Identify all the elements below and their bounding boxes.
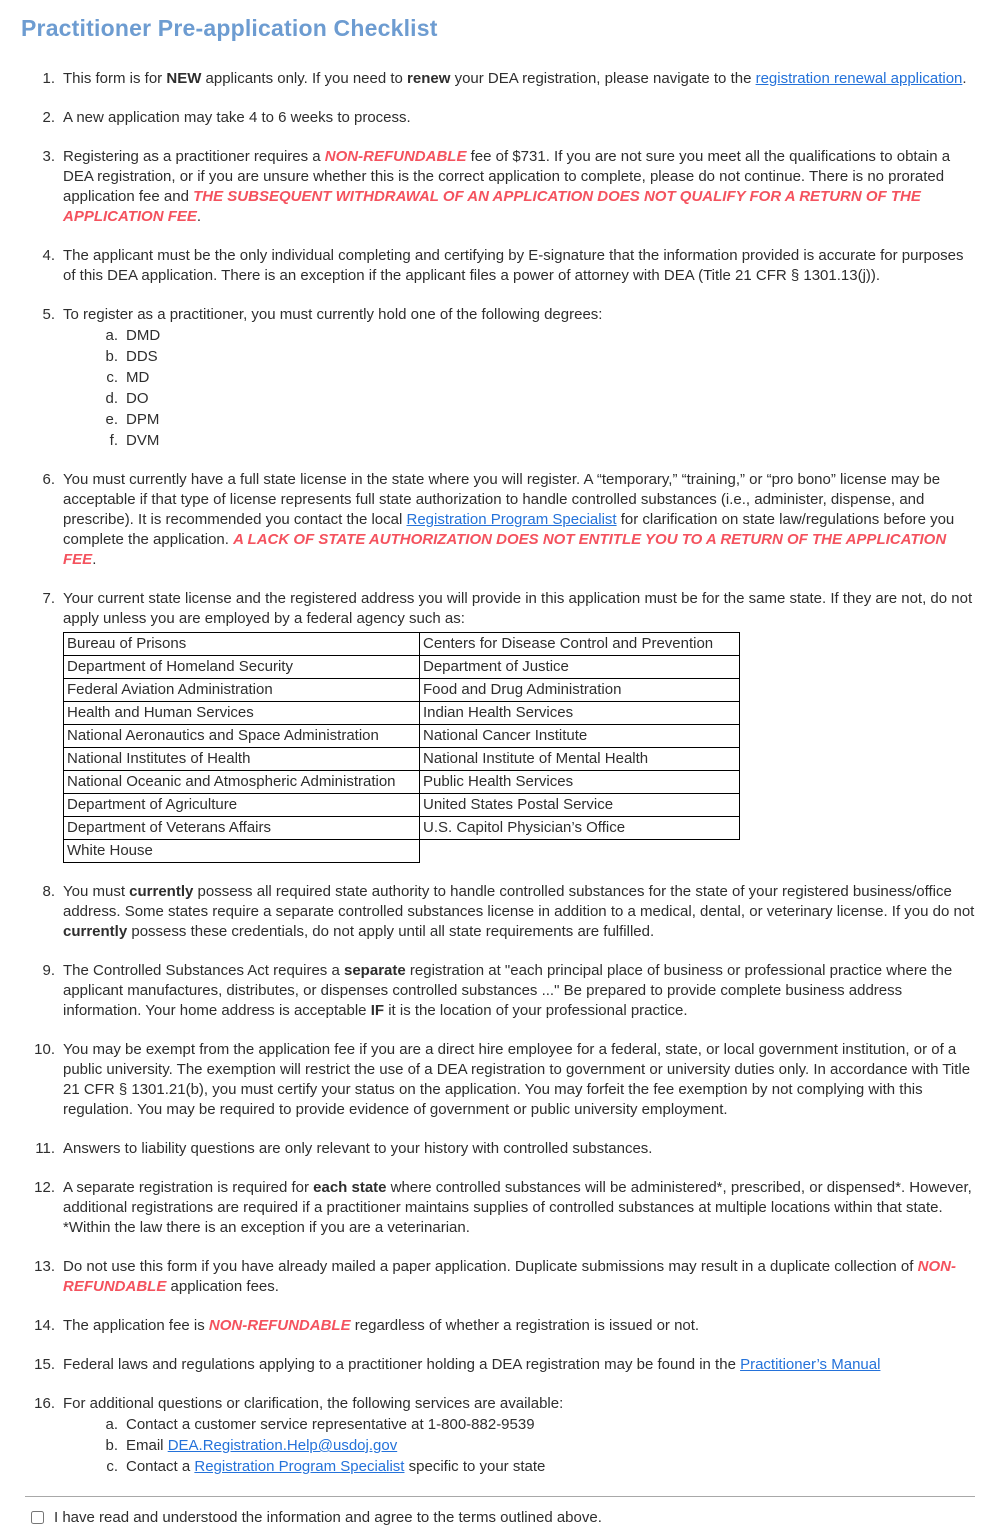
- text-run: This form is for: [63, 70, 167, 87]
- item-text: [63, 1394, 975, 1414]
- checklist: [0, 69, 1000, 1477]
- text-run: Your current state license and the registered address you will provide in this application must be for the same state. If they are not, do not apply unless you are employed by a federal agency such as:: [63, 590, 973, 627]
- table-row: [64, 702, 740, 725]
- table-row: [64, 817, 740, 840]
- text-run: A new application may take 4 to 6 weeks to process.: [63, 109, 411, 126]
- link[interactable]: Practitioner’s Manual: [740, 1356, 881, 1373]
- agency-cell: Bureau of Prisons: [64, 633, 420, 656]
- item-text: [63, 1178, 975, 1218]
- agency-cell: Health and Human Services: [64, 702, 420, 725]
- item-content: [63, 1355, 975, 1375]
- item-content: [63, 1316, 975, 1336]
- text-run: Contact a customer service representative at 1-800-882-9539: [126, 1416, 535, 1433]
- text-run: .: [962, 70, 967, 87]
- checklist-item: [0, 246, 975, 286]
- bold-text: each state: [313, 1179, 387, 1196]
- item-text: [63, 1316, 975, 1336]
- item-content: [63, 589, 975, 863]
- sublist-marker: c.: [106, 369, 118, 386]
- sublist-item: [63, 1435, 975, 1456]
- warning-text: NON-REFUNDABLE: [208, 1317, 351, 1334]
- item-text: [63, 1040, 975, 1120]
- sublist: [63, 325, 975, 451]
- text-run: DPM: [126, 411, 160, 428]
- text-run: where controlled substances will be administered*, prescribed, or dispensed*. However, additional registrations are required if a practitioner maintains supplies of controlled substances at multiple locations within that state.: [63, 1179, 972, 1216]
- checklist-item: [0, 882, 975, 942]
- agency-cell: Indian Health Services: [420, 702, 740, 725]
- checklist-item: [0, 147, 975, 227]
- sublist-item: [63, 1414, 975, 1435]
- agency-cell: National Institutes of Health: [64, 748, 420, 771]
- item-text: [63, 470, 975, 570]
- item-content: [63, 147, 975, 227]
- item-content: [63, 69, 975, 89]
- checklist-item: [0, 1178, 975, 1238]
- agreement-row: [31, 1508, 975, 1528]
- agency-cell: Centers for Disease Control and Prevention: [420, 633, 740, 656]
- agency-cell: Federal Aviation Administration: [64, 679, 420, 702]
- item-number: 16.: [34, 1395, 55, 1412]
- agency-cell: Department of Justice: [420, 656, 740, 679]
- sublist-marker: f.: [109, 432, 118, 449]
- table-row: [64, 679, 740, 702]
- item-number: 3.: [42, 148, 55, 165]
- warning-text: THE SUBSEQUENT WITHDRAWAL OF AN APPLICATION DOES NOT QUALIFY FOR A RETURN OF THE APPLICATION FEE: [63, 188, 921, 225]
- agree-checkbox[interactable]: [31, 1511, 44, 1524]
- item-number: 15.: [34, 1356, 55, 1373]
- agree-label: I have read and understood the information and agree to the terms outlined above.: [54, 1509, 602, 1526]
- text-run: regardless of whether a registration is issued or not.: [350, 1317, 700, 1334]
- text-run: it is the location of your professional practice.: [384, 1002, 688, 1019]
- item-content: [63, 305, 975, 451]
- item-text: [63, 589, 975, 629]
- item-number: 12.: [34, 1179, 55, 1196]
- item-number: 4.: [42, 247, 55, 264]
- sublist-marker: b.: [105, 348, 118, 365]
- table-row: [64, 748, 740, 771]
- checklist-item: [0, 1257, 975, 1297]
- checklist-item: [0, 305, 975, 451]
- item-content: [63, 1040, 975, 1120]
- text-run: applicants only. If you need to: [201, 70, 408, 87]
- checklist-item: [0, 1040, 975, 1120]
- warning-text: A LACK OF STATE AUTHORIZATION DOES NOT ENTITLE YOU TO A RETURN OF THE APPLICATION FEE: [63, 531, 947, 568]
- checklist-item: [0, 470, 975, 570]
- text-run: registration at "each principal place of business or professional practice where the applicant manufactures, distributes, or dispenses controlled substances ..." Be prepared to provide complete business address information. Your home address is acceptable: [63, 962, 953, 1019]
- item-number: 5.: [42, 306, 55, 323]
- text-run: Answers to liability questions are only relevant to your history with controlled substances.: [63, 1140, 653, 1157]
- text-run: You may be exempt from the application fee if you are a direct hire employee for a federal, state, or local government institution, or of a public university. The exemption will restrict the use of a DEA registration to government or university duties only. In accordance with Title 21 CFR § 1301.21(b), you must certify your status on the application. You may forfeit the fee exemption by not complying with this regulation. You may be required to provide evidence of government or public university employment.: [63, 1041, 971, 1118]
- text-run: application fees.: [166, 1278, 279, 1295]
- text-run: For additional questions or clarification, the following services are available:: [63, 1395, 564, 1412]
- sublist-text: [126, 388, 149, 409]
- text-run: specific to your state: [404, 1458, 546, 1475]
- item-number: 10.: [34, 1041, 55, 1058]
- text-run: To register as a practitioner, you must currently hold one of the following degrees:: [63, 306, 603, 323]
- text-run: The applicant must be the only individual completing and certifying by E-signature that the information provided is accurate for purposes of this DEA application. There is an exception if the applicant files a power of attorney with DEA (Title 21 CFR § 1301.13(j)).: [63, 247, 964, 284]
- bold-text: NEW: [166, 70, 202, 87]
- text-run: possess all required state authority to handle controlled substances for the state of your registered business/office address. Some states require a separate controlled substances license in addition to a medical, dental, or veterinary license. If you do not: [63, 883, 975, 920]
- item-number: 6.: [42, 471, 55, 488]
- bold-text: currently: [129, 883, 194, 900]
- item-number: 1.: [42, 70, 55, 87]
- text-run: fee of $731. If you are not sure you meet all the qualifications to obtain a DEA registration, or if you are unsure whether this is the correct application to complete, please do not continue. There is no prorated application fee and: [63, 148, 951, 205]
- link[interactable]: DEA.Registration.Help@usdoj.gov: [167, 1437, 398, 1454]
- text-run: A separate registration is required for: [63, 1179, 314, 1196]
- item-number: 13.: [34, 1258, 55, 1275]
- agency-cell: Department of Veterans Affairs: [64, 817, 420, 840]
- text-run: The Controlled Substances Act requires a: [63, 962, 344, 979]
- item-content: [63, 1394, 975, 1477]
- text-run: Contact a: [126, 1458, 195, 1475]
- table-row: [64, 633, 740, 656]
- sublist-text: [126, 367, 149, 388]
- item-text: [63, 147, 975, 227]
- federal-agency-table: [63, 632, 740, 863]
- checklist-item: [0, 1394, 975, 1477]
- item-content: [63, 108, 975, 128]
- sublist-item: [63, 409, 975, 430]
- sublist-item: [63, 325, 975, 346]
- sublist-text: [126, 1414, 535, 1435]
- sublist-marker: c.: [106, 1458, 118, 1475]
- text-run: Do not use this form if you have already mailed a paper application. Duplicate submissions may result in a duplicate collection of: [63, 1258, 918, 1275]
- sublist-marker: a.: [105, 327, 118, 344]
- sublist-marker: b.: [105, 1437, 118, 1454]
- item-number: 11.: [35, 1140, 55, 1157]
- text-run: Email: [126, 1437, 168, 1454]
- agency-cell: Public Health Services: [420, 771, 740, 794]
- agency-cell: United States Postal Service: [420, 794, 740, 817]
- agency-cell: National Cancer Institute: [420, 725, 740, 748]
- text-run: DO: [126, 390, 149, 407]
- checklist-item: [0, 69, 975, 89]
- bold-text: renew: [407, 70, 451, 87]
- bold-text: separate: [344, 962, 406, 979]
- item-text: [63, 305, 975, 325]
- sublist-marker: d.: [105, 390, 118, 407]
- text-run: *Within the law there is an exception if you are a veterinarian.: [63, 1219, 470, 1236]
- item-content: [63, 470, 975, 570]
- sublist-text: [126, 430, 159, 451]
- text-run: .: [92, 551, 97, 568]
- page-title: Practitioner Pre-application Checklist: [21, 15, 438, 41]
- link[interactable]: Registration Program Specialist: [406, 511, 617, 528]
- table-row: [64, 656, 740, 679]
- item-text: [63, 882, 975, 942]
- text-run: possess these credentials, do not apply until all state requirements are fulfilled.: [127, 923, 655, 940]
- sublist-item: [63, 1456, 975, 1477]
- text-run: You must currently have a full state license in the state where you will register. A “temporary,” “training,” or “pro bono” license may be acceptable if that type of license represents full state authorization to handle controlled substances (i.e., administer, dispense, and prescribe). It is recommended you contact the local: [63, 471, 941, 528]
- table-row: [64, 725, 740, 748]
- sublist-item: [63, 367, 975, 388]
- item-content: [63, 882, 975, 942]
- item-text: [63, 1355, 975, 1375]
- sublist-text: [126, 409, 159, 430]
- text-run: Federal laws and regulations applying to a practitioner holding a DEA registration may be found in the: [63, 1356, 741, 1373]
- sublist-text: [126, 325, 160, 346]
- item-text: [63, 961, 975, 1021]
- table-row: [64, 794, 740, 817]
- sublist-text: [126, 1435, 397, 1456]
- sublist-marker: a.: [105, 1416, 118, 1433]
- agency-cell: National Institute of Mental Health: [420, 748, 740, 771]
- link[interactable]: Registration Program Specialist: [194, 1458, 405, 1475]
- link[interactable]: registration renewal application: [755, 70, 963, 87]
- table-row: [64, 840, 740, 863]
- checklist-item: [0, 1355, 975, 1375]
- agency-cell: Department of Homeland Security: [64, 656, 420, 679]
- checklist-item: [0, 961, 975, 1021]
- agency-cell: White House: [64, 840, 420, 863]
- sublist-item: [63, 430, 975, 451]
- sublist-text: [126, 346, 158, 367]
- item-content: [63, 1139, 975, 1159]
- item-content: [63, 1178, 975, 1238]
- table-row: [64, 771, 740, 794]
- warning-text: NON-REFUNDABLE: [324, 148, 467, 165]
- item-number: 8.: [42, 883, 55, 900]
- bold-text: currently: [63, 923, 128, 940]
- checklist-item: [0, 589, 975, 863]
- text-run: You must: [63, 883, 130, 900]
- item-text: [63, 246, 975, 286]
- item-content: [63, 961, 975, 1021]
- item-number: 14.: [34, 1317, 55, 1334]
- item-content: [63, 246, 975, 286]
- text-run: .: [196, 208, 202, 225]
- text-run: MD: [126, 369, 150, 386]
- item-text: [63, 108, 975, 128]
- bold-text: IF: [370, 1002, 385, 1019]
- item-footnote: [63, 1218, 975, 1238]
- item-text: [63, 1139, 975, 1159]
- item-number: 2.: [42, 109, 55, 126]
- item-content: [63, 1257, 975, 1297]
- agency-cell: National Oceanic and Atmospheric Administration: [64, 771, 420, 794]
- text-run: for clarification on state law/regulations before you complete the application.: [63, 511, 955, 548]
- sublist-item: [63, 388, 975, 409]
- sublist: [63, 1414, 975, 1477]
- item-text: [63, 1257, 975, 1297]
- text-run: DDS: [126, 348, 158, 365]
- agency-cell: Food and Drug Administration: [420, 679, 740, 702]
- checklist-item: [0, 1316, 975, 1336]
- sublist-text: [126, 1456, 545, 1477]
- sublist-item: [63, 346, 975, 367]
- text-run: DMD: [126, 327, 161, 344]
- divider: [25, 1496, 975, 1497]
- text-run: DVM: [126, 432, 160, 449]
- agency-cell: Department of Agriculture: [64, 794, 420, 817]
- checklist-item: [0, 1139, 975, 1159]
- text-run: Registering as a practitioner requires a: [63, 148, 325, 165]
- warning-text: NON-REFUNDABLE: [63, 1258, 956, 1295]
- item-number: 7.: [42, 590, 55, 607]
- agency-cell: U.S. Capitol Physician’s Office: [420, 817, 740, 840]
- agency-cell: National Aeronautics and Space Administration: [64, 725, 420, 748]
- sublist-marker: e.: [105, 411, 118, 428]
- item-number: 9.: [42, 962, 55, 979]
- text-run: The application fee is: [63, 1317, 209, 1334]
- item-text: [63, 69, 975, 89]
- checklist-item: [0, 108, 975, 128]
- text-run: your DEA registration, please navigate to the: [450, 70, 756, 87]
